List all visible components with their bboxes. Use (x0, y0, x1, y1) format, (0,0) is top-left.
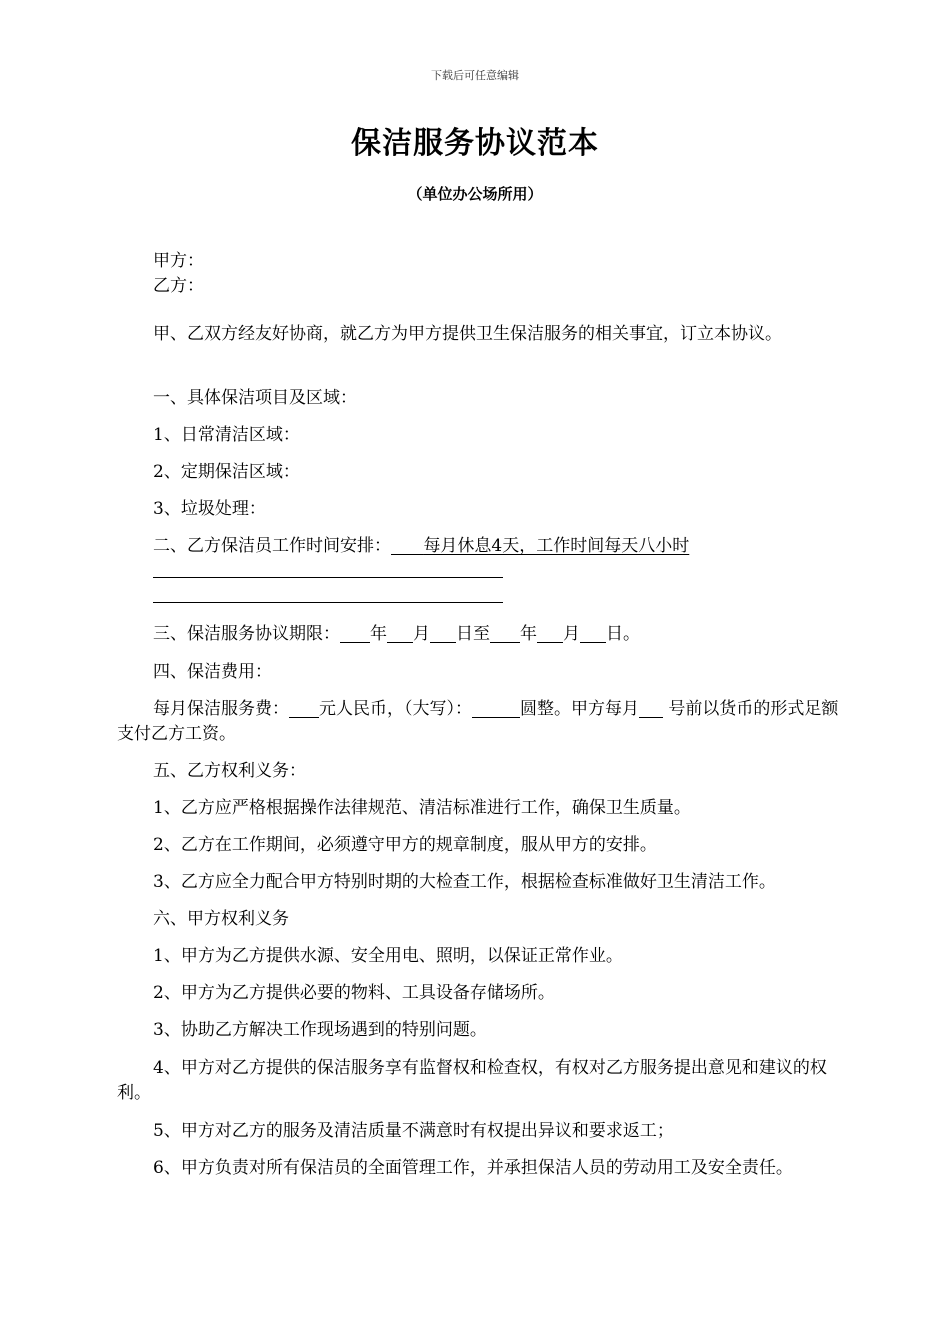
document-title: 保洁服务协议范本 (351, 126, 599, 161)
document-subtitle: （单位办公场所用） (407, 185, 543, 203)
fee-end: 号前以货币的形式足额支付乙方工资。 (117, 699, 839, 744)
section6-item: 5、甲方对乙方的服务及清洁质量不满意时有权提出异议和要求返工； (153, 1121, 674, 1141)
section5-item: 3、乙方应全力配合甲方特别时期的大检查工作，根据检查标准做好卫生清洁工作。 (153, 872, 776, 892)
party-a-line: 甲方： (153, 251, 204, 271)
blank-pay-day (639, 699, 663, 718)
day-to-label: 日至 (456, 624, 490, 644)
section2-label: 二、乙方保洁员工作时间安排： (153, 536, 391, 556)
month-label: 月 (413, 624, 430, 644)
blank-fee-capital (472, 699, 520, 718)
intro-paragraph: 甲、乙双方经友好协商，就乙方为甲方提供卫生保洁服务的相关事宜，订立本协议。 (153, 324, 782, 344)
work-schedule-value (391, 536, 689, 556)
month-label: 月 (563, 624, 580, 644)
header-note: 下载后可任意编辑 (431, 69, 519, 82)
fee-tail: 圆整。甲方每月 (520, 699, 639, 719)
section1-item: 3、垃圾处理： (153, 499, 266, 519)
section5-item: 2、乙方在工作期间，必须遵守甲方的规章制度，服从甲方的安排。 (153, 835, 657, 855)
section1-heading: 一、具体保洁项目及区域： (153, 388, 357, 408)
section4-heading: 四、保洁费用： (153, 662, 272, 682)
fill-in-line (153, 577, 503, 578)
year-label: 年 (370, 624, 387, 644)
section2-line (117, 534, 842, 559)
section5-item: 1、乙方应严格根据操作法律规范、清洁标准进行工作，确保卫生质量。 (153, 798, 691, 818)
fee-prefix: 每月保洁服务费： (153, 699, 289, 719)
fee-paragraph (117, 697, 842, 747)
work-schedule-text: 每月休息4天，工作时间每天八小时 (423, 536, 690, 556)
blank-start-year (340, 624, 370, 643)
section6-item: 2、甲方为乙方提供必要的物料、工具设备存储场所。 (153, 983, 555, 1003)
blank-fee-amount (289, 699, 319, 718)
day-end-label: 日。 (606, 624, 640, 644)
section1-item: 1、日常清洁区域： (153, 425, 300, 445)
section6-heading: 六、甲方权利义务 (153, 909, 289, 929)
blank-end-year (490, 624, 520, 643)
blank-start-day (430, 624, 456, 643)
blank-end-day (580, 624, 606, 643)
section3-line (117, 622, 842, 647)
fill-in-line (153, 602, 503, 603)
section6-item: 6、甲方负责对所有保洁员的全面管理工作，并承担保洁人员的劳动用工及安全责任。 (153, 1158, 793, 1178)
section3-prefix: 三、保洁服务协议期限： (153, 624, 340, 644)
fee-unit: 元人民币，（大写）： (319, 699, 472, 719)
section6-item: 3、协助乙方解决工作现场遇到的特别问题。 (153, 1020, 487, 1040)
year-label: 年 (520, 624, 537, 644)
party-b-line: 乙方： (153, 276, 204, 296)
blank-end-month (537, 624, 563, 643)
section5-heading: 五、乙方权利义务： (153, 761, 306, 781)
section1-item: 2、定期保洁区域： (153, 462, 300, 482)
blank-start-month (387, 624, 413, 643)
section6-item: 1、甲方为乙方提供水源、安全用电、照明，以保证正常作业。 (153, 946, 623, 966)
section6-item: 4、甲方对乙方提供的保洁服务享有监督权和检查权，有权对乙方服务提出意见和建议的权利。 (117, 1058, 827, 1103)
